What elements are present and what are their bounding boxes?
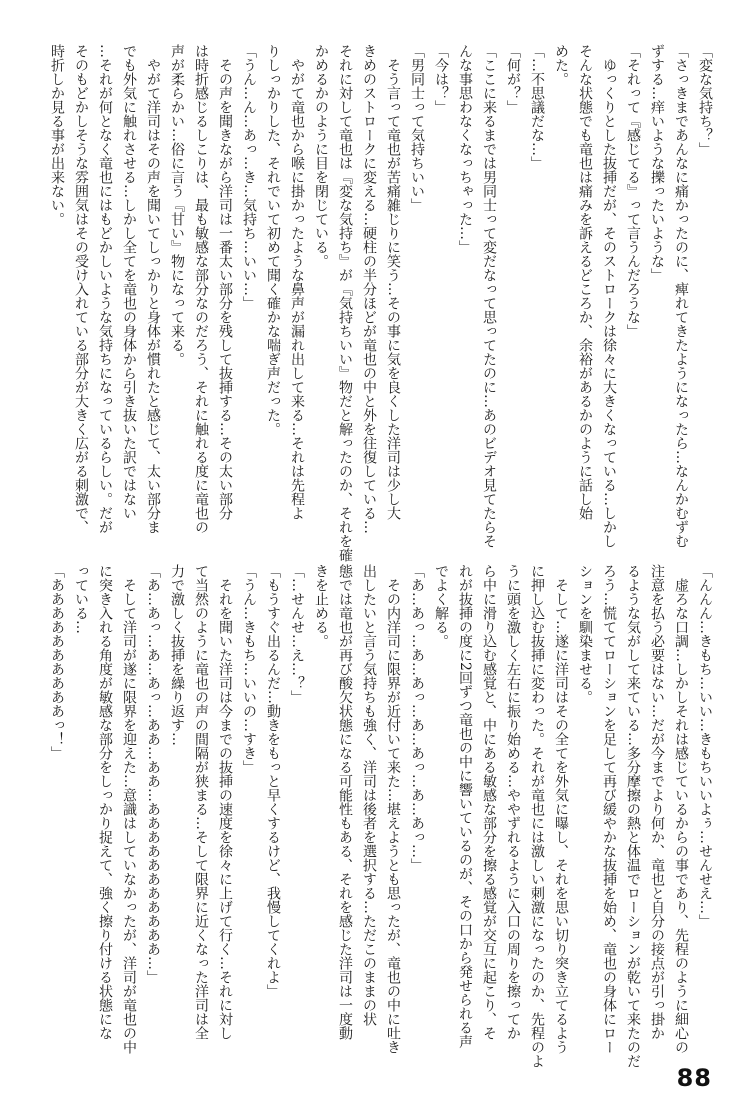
text-line: っている… bbox=[73, 564, 89, 634]
text-line: ずする…痒いような擽ったいような」 bbox=[649, 44, 665, 282]
text-line: に突き入れる角度が敏感な部分をしっかり捉えて、強く擦り付ける状態にな bbox=[97, 564, 113, 1040]
text-line: 「それって『感じてる』って言うんだろうな」 bbox=[625, 44, 641, 338]
text-line: 出したいと言う気持ちも強く、洋司は後者を選択する…ただこのままの状 bbox=[361, 564, 377, 1026]
text-line: 「…せんせ…え…？」 bbox=[289, 564, 305, 704]
text-line: 「…不思議だな…」 bbox=[529, 44, 545, 170]
text-line: 「男同士って気持ちいい」 bbox=[409, 44, 425, 212]
text-line: 「さっきまであんなに痛かったのに、痺れてきたようになったら…なんかむずむ bbox=[673, 44, 689, 548]
text-line: めた。 bbox=[553, 44, 569, 86]
text-line: やがて洋司はその声を聞いてしっかりと身体が慣れたと感じて、太い部分ま bbox=[145, 44, 161, 534]
text-line: るような気がして来ている…多分摩擦の熱と体温でローションが乾いて来たのだ bbox=[625, 564, 641, 1068]
text-line: でよく解る。 bbox=[433, 564, 449, 648]
text-line: 「んんん…きもち…いい…きもちいいよぅ…せんせえ…」 bbox=[697, 564, 713, 928]
text-line: ろう…慌ててローションを足して再び緩やかな抜挿を始め、竜也の身体にロー bbox=[601, 564, 617, 1054]
text-line: 力で激しく抜挿を繰り返す… bbox=[169, 564, 185, 746]
text-line: それに対して竜也は『変な気持ち』が『気持ちいい』物だと解ったのか、それを確 bbox=[337, 44, 353, 562]
text-line: ゆっくりとした抜挿だが、そのストロークは徐々に大きくなっている…しかし bbox=[601, 44, 617, 548]
text-line: は時折感じるしこりは、最も敏感な部分なのだろう、それに触れる度に竜也の bbox=[193, 44, 209, 534]
text-line: 「ああああああああああっ！」 bbox=[49, 564, 65, 760]
text-line: 「今は？」 bbox=[433, 44, 449, 114]
text-line: そう言って竜也が苦痛雑じりに笑う…その事に気を良くした洋司は少し大 bbox=[385, 44, 401, 520]
text-block-upper bbox=[45, 44, 717, 564]
page-number: 88 bbox=[676, 1064, 712, 1092]
text-line: 「あ…あっ…あ…あっ…ああ…ああ…あああああああああああ…」 bbox=[145, 564, 161, 984]
text-line: れが抜挿の度に2回ずつ竜也の中に響いているのが、その口から発せられる声 bbox=[457, 564, 473, 1049]
text-line: その声を聞きながら洋司は一番太い部分を残して抜挿する…その太い部分 bbox=[217, 44, 233, 520]
text-line: 時折しか見る事が出来ない。 bbox=[49, 44, 65, 226]
text-line: 「変な気持ち？」 bbox=[697, 44, 713, 156]
text-line: それを聞いた洋司は今までの抜挿の速度を徐々に上げて行く…それに対し bbox=[217, 564, 233, 1040]
text-line: …それが何となく竜也にはもどかしいような気持ちになっているらしい。だが bbox=[97, 44, 113, 534]
text-line: うに頭を激しく左右に振り始める…ややずれるように入口の周りを擦ってか bbox=[505, 564, 521, 1040]
text-block-lower bbox=[45, 564, 717, 1084]
text-line: でも外気に触れさせる…しかし全てを竜也の身体から引き抜いた訳ではない bbox=[121, 44, 137, 520]
text-line: ションを馴染ませる。 bbox=[577, 564, 593, 704]
text-line: そのもどかしそうな雰囲気はその受け入れている部分が大きく広がる刺激で、 bbox=[73, 44, 89, 534]
text-line: 注意を払う必要はない…だが今までより何か、竜也と自分の接点が引っ掛か bbox=[649, 564, 665, 1040]
text-line: やがて竜也から喉に掛かったような鼻声が漏れ出して来る…それは先程よ bbox=[289, 44, 305, 520]
text-line: りしっかりした、それでいて初めて聞く確かな喘ぎ声だった。 bbox=[265, 44, 281, 436]
text-line: んな事思わなくなっちゃった…」 bbox=[457, 44, 473, 254]
text-line: きを止める。 bbox=[313, 564, 329, 648]
text-line: きめのストロークに変える…硬柱の半分ほどが竜也の中と外を往復している… bbox=[361, 44, 377, 534]
text-line: 態では竜也が再び酸欠状態になる可能性もある、それを感じた洋司は一度動 bbox=[337, 564, 353, 1040]
text-line: そして…遂に洋司はその全てを外気に曝し、それを思い切り突き立てるよう bbox=[553, 564, 569, 1054]
text-line: て当然のように竜也の声の間隔が狭まる…そして限界に近くなった洋司は全 bbox=[193, 564, 209, 1040]
text-line: 「うん…きもち…いいの…すき」 bbox=[241, 564, 257, 774]
text-line: に押し込む抜挿に変わった。それが竜也には激しい刺激になったのか、先程のよ bbox=[529, 564, 545, 1068]
text-line: 「ここに来るまでは男同士って変だなって思ってたのに…あのビデオ見てたらそ bbox=[481, 44, 497, 548]
text-line: 「あ…あっ…あ…あっ…あ…あっ…あ…あっ…」 bbox=[409, 564, 425, 872]
text-line: かめるかのように目を閉じている。 bbox=[313, 44, 329, 268]
text-line: 「何が？」 bbox=[505, 44, 521, 114]
text-line: 虚ろな口調…しかしそれは感じているからの事であり、先程のように細心の bbox=[673, 564, 689, 1054]
text-line: 「もうすぐ出るんだ…動きをもっと早くするけど、我慢してくれよ」 bbox=[265, 564, 281, 998]
text-line: その内洋司に限界が近付いて来た…堪えようとも思ったが、竜也の中に吐き bbox=[385, 564, 401, 1054]
text-line: 声が柔らかい…俗に言う『甘い』物になって来る。 bbox=[169, 44, 185, 366]
text-line: 「うん…ん…あっ…き…気持ち…いい…」 bbox=[241, 44, 257, 310]
text-line: ら中に滑り込む感覚と、中にある敏感な部分を擦る感覚が交互に起こり、そ bbox=[481, 564, 497, 1040]
text-line: そして洋司が遂に限界を迎えた…意識はしていなかったが、洋司が竜也の中 bbox=[121, 564, 137, 1054]
text-line: そんな状態でも竜也は痛みを訴えるどころか、余裕があるかのように話し始 bbox=[577, 44, 593, 520]
